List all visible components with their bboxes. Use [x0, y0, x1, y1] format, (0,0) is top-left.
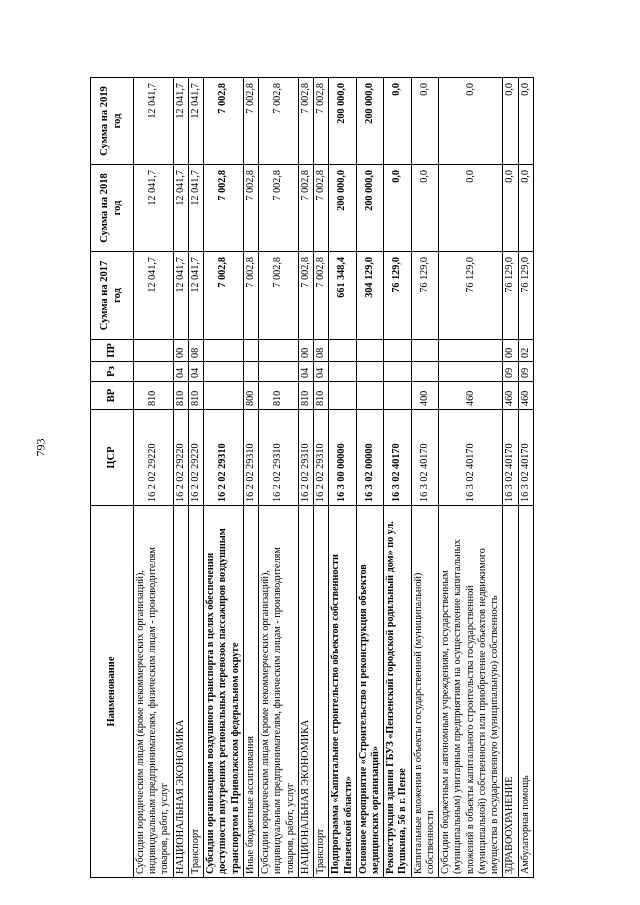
row-csr: 16 3 02 40170	[518, 410, 533, 506]
row-sum-2018: 7 002,8	[204, 165, 244, 252]
row-rz: 09	[518, 362, 533, 382]
row-sum-2019: 200 000,0	[356, 78, 383, 165]
header-vr: ВР	[91, 382, 134, 410]
row-pr	[134, 340, 174, 362]
table-row	[356, 78, 383, 878]
row-name: Капитальные вложения в объекты государственной (муниципальной) собственности	[411, 506, 438, 878]
row-pr	[356, 340, 383, 362]
row-sum-2019: 7 002,8	[298, 78, 313, 165]
row-rz	[204, 362, 244, 382]
row-rz	[329, 362, 356, 382]
row-pr	[439, 340, 503, 362]
row-name: ЗДРАВООХРАНЕНИЕ	[503, 506, 518, 878]
row-rz: 04	[314, 362, 329, 382]
table-row	[314, 78, 329, 878]
row-sum-2018: 0,0	[411, 165, 438, 252]
row-pr	[259, 340, 299, 362]
row-vr: 460	[503, 382, 518, 410]
table-row	[204, 78, 244, 878]
row-sum-2017: 12 041,7	[188, 252, 203, 340]
header-rz: Рз	[91, 362, 134, 382]
row-pr: 00	[173, 340, 188, 362]
row-sum-2017: 7 002,8	[243, 252, 258, 340]
table-row	[243, 78, 258, 878]
row-rz: 04	[298, 362, 313, 382]
table-row	[298, 78, 313, 878]
row-rz	[356, 362, 383, 382]
row-sum-2019: 12 041,7	[173, 78, 188, 165]
row-vr	[329, 382, 356, 410]
row-name: Амбулаторная помощь	[518, 506, 533, 878]
row-sum-2019: 200 000,0	[329, 78, 356, 165]
row-sum-2019: 7 002,8	[204, 78, 244, 165]
page-number: 793	[33, 438, 48, 457]
rotated-page	[90, 78, 640, 878]
row-pr	[329, 340, 356, 362]
row-sum-2019: 7 002,8	[259, 78, 299, 165]
table-row	[503, 78, 518, 878]
row-sum-2018: 200 000,0	[329, 165, 356, 252]
row-sum-2019: 0,0	[439, 78, 503, 165]
row-sum-2019: 0,0	[518, 78, 533, 165]
row-vr: 400	[411, 382, 438, 410]
row-pr	[411, 340, 438, 362]
row-name: Иные бюджетные ассигнования	[243, 506, 258, 878]
row-vr: 810	[298, 382, 313, 410]
header-csr: ЦСР	[91, 410, 134, 506]
row-sum-2018: 12 041,7	[173, 165, 188, 252]
row-sum-2017: 76 129,0	[503, 252, 518, 340]
row-rz	[259, 362, 299, 382]
row-sum-2017: 7 002,8	[259, 252, 299, 340]
row-pr: 00	[298, 340, 313, 362]
row-sum-2019: 0,0	[503, 78, 518, 165]
row-pr: 08	[188, 340, 203, 362]
row-csr: 16 2 02 29220	[173, 410, 188, 506]
row-name: Реконструкция здания ГБУЗ «Пензенский городской родильный дом» по ул. Пушкина, 56 в г. Пензе	[384, 506, 411, 878]
table-row	[134, 78, 174, 878]
row-sum-2018: 0,0	[439, 165, 503, 252]
row-rz: 04	[188, 362, 203, 382]
row-vr: 810	[314, 382, 329, 410]
header-name: Наименование	[91, 506, 134, 878]
row-sum-2018: 200 000,0	[356, 165, 383, 252]
row-sum-2017: 7 002,8	[204, 252, 244, 340]
table-row	[188, 78, 203, 878]
row-vr: 810	[173, 382, 188, 410]
row-csr: 16 3 02 00000	[356, 410, 383, 506]
row-vr: 800	[243, 382, 258, 410]
row-pr	[384, 340, 411, 362]
row-sum-2017: 12 041,7	[173, 252, 188, 340]
row-pr: 00	[503, 340, 518, 362]
row-sum-2017: 76 129,0	[411, 252, 438, 340]
row-vr	[204, 382, 244, 410]
row-sum-2018: 7 002,8	[314, 165, 329, 252]
table-row	[173, 78, 188, 878]
row-csr: 16 3 02 40170	[439, 410, 503, 506]
row-pr	[204, 340, 244, 362]
row-rz	[411, 362, 438, 382]
row-csr: 16 3 02 40170	[503, 410, 518, 506]
row-rz: 09	[503, 362, 518, 382]
row-vr: 810	[259, 382, 299, 410]
row-name: Основное мероприятие «Строительство и реконструкция объектов медицинских организаций»	[356, 506, 383, 878]
row-sum-2018: 7 002,8	[298, 165, 313, 252]
row-sum-2017: 76 129,0	[384, 252, 411, 340]
row-name: Субсидии юридическим лицам (кроме некоммерческих организаций), индивидуальным предпринимателям, физическим лицам - производителям товаров, работ, услуг	[259, 506, 299, 878]
row-name: Транспорт	[188, 506, 203, 878]
table-row	[411, 78, 438, 878]
row-vr: 460	[439, 382, 503, 410]
row-rz	[439, 362, 503, 382]
header-sum-2017: Сумма на 2017 год	[91, 252, 134, 340]
row-sum-2017: 7 002,8	[298, 252, 313, 340]
row-name: НАЦИОНАЛЬНАЯ ЭКОНОМИКА	[298, 506, 313, 878]
row-vr: 810	[188, 382, 203, 410]
row-pr	[243, 340, 258, 362]
row-sum-2018: 7 002,8	[243, 165, 258, 252]
row-csr: 16 2 02 29310	[243, 410, 258, 506]
row-sum-2018: 7 002,8	[259, 165, 299, 252]
row-vr: 460	[518, 382, 533, 410]
row-csr: 16 2 02 29220	[188, 410, 203, 506]
row-rz	[384, 362, 411, 382]
row-name: Субсидии организациям воздушного транспорта в целях обеспечения доступности внутренних региональных перевозок пассажиров воздушным транспортом в Приволжском федеральном округе	[204, 506, 244, 878]
row-name: Транспорт	[314, 506, 329, 878]
row-vr	[384, 382, 411, 410]
row-csr: 16 2 02 29310	[298, 410, 313, 506]
table-body	[134, 78, 534, 878]
budget-table	[90, 77, 534, 878]
row-sum-2017: 7 002,8	[314, 252, 329, 340]
row-sum-2018: 0,0	[518, 165, 533, 252]
row-csr: 16 2 02 29310	[204, 410, 244, 506]
row-sum-2019: 12 041,7	[134, 78, 174, 165]
row-sum-2017: 304 129,0	[356, 252, 383, 340]
row-sum-2019: 0,0	[411, 78, 438, 165]
row-sum-2019: 12 041,7	[188, 78, 203, 165]
row-vr: 810	[134, 382, 174, 410]
table-header-row	[91, 78, 134, 878]
row-vr	[356, 382, 383, 410]
row-pr: 02	[518, 340, 533, 362]
row-csr: 16 3 02 40170	[384, 410, 411, 506]
table-row	[518, 78, 533, 878]
table-row	[329, 78, 356, 878]
table-row	[259, 78, 299, 878]
row-sum-2019: 7 002,8	[243, 78, 258, 165]
header-pr: ПР	[91, 340, 134, 362]
row-sum-2017: 661 348,4	[329, 252, 356, 340]
row-rz	[243, 362, 258, 382]
header-sum-2019: Сумма на 2019 год	[91, 78, 134, 165]
row-sum-2018: 0,0	[384, 165, 411, 252]
table-row	[384, 78, 411, 878]
row-csr: 16 3 02 40170	[411, 410, 438, 506]
table-row	[439, 78, 503, 878]
row-sum-2017: 12 041,7	[134, 252, 174, 340]
row-sum-2017: 76 129,0	[518, 252, 533, 340]
row-sum-2019: 0,0	[384, 78, 411, 165]
row-csr: 16 2 02 29220	[134, 410, 174, 506]
row-sum-2018: 0,0	[503, 165, 518, 252]
row-sum-2018: 12 041,7	[134, 165, 174, 252]
row-sum-2018: 12 041,7	[188, 165, 203, 252]
row-name: НАЦИОНАЛЬНАЯ ЭКОНОМИКА	[173, 506, 188, 878]
row-rz	[134, 362, 174, 382]
row-sum-2017: 76 129,0	[439, 252, 503, 340]
row-csr: 16 3 00 00000	[329, 410, 356, 506]
row-name: Подпрограмма «Капитальное строительство объектов собственности Пензенской области»	[329, 506, 356, 878]
row-rz: 04	[173, 362, 188, 382]
row-sum-2019: 7 002,8	[314, 78, 329, 165]
row-csr: 16 2 02 29310	[314, 410, 329, 506]
row-csr: 16 2 02 29310	[259, 410, 299, 506]
row-name: Субсидии бюджетным и автономным учреждениям, государственным (муниципальным) унитарным предприятиям на осуществление капитальных вложений в объекты капитального строительства государственной (муниципальной) собственности или приобретение объектов недвижимого имущества в государственную (муниципальную) собственность	[439, 506, 503, 878]
row-name: Субсидии юридическим лицам (кроме некоммерческих организаций), индивидуальным предпринимателям, физическим лицам - производителям товаров, работ, услуг	[134, 506, 174, 878]
row-pr: 08	[314, 340, 329, 362]
header-sum-2018: Сумма на 2018 год	[91, 165, 134, 252]
